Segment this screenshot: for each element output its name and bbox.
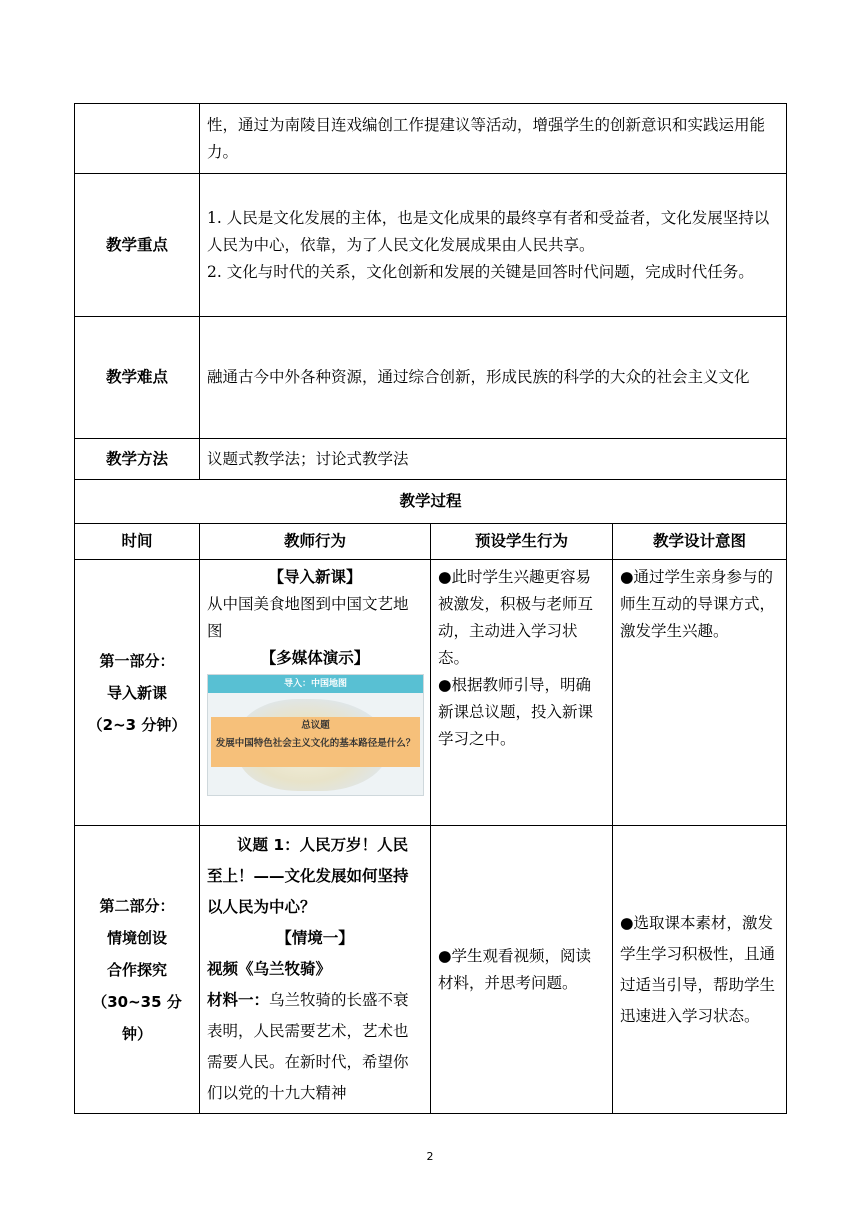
key-points-row	[75, 174, 787, 317]
key-points-label: 教学重点	[75, 174, 200, 317]
part1-teacher-text: 从中国美食地图到中国文艺地图	[207, 595, 409, 640]
part2-video: 视频《乌兰牧骑》	[207, 960, 332, 978]
key-point-1: 1. 人民是文化发展的主体，也是文化成果的最终享有者和受益者，文化发展坚持以人民为中心，依靠，为了人民文化发展成果由人民共享。	[207, 208, 770, 254]
part2-time-line1: 第二部分：	[99, 896, 175, 915]
part1-student-1: ●此时学生兴趣更容易被激发，积极与老师互动，主动进入学习状态。	[438, 568, 594, 667]
part2-scene: 【情境一】	[276, 929, 354, 947]
part2-material-text: 乌兰牧骑的长盛不衰表明，人民需要艺术，艺术也需要人民。在新时代，希望你们以党的十九大精神	[207, 991, 409, 1102]
part2-time-line4: （30~35 分钟）	[92, 992, 182, 1043]
col-header-intent: 教学设计意图	[613, 524, 787, 560]
part1-student	[431, 560, 613, 826]
part1-time-line2: 导入新课	[106, 683, 167, 702]
col-header-teacher: 教师行为	[200, 524, 431, 560]
part1-row	[75, 560, 787, 826]
part1-time-line3: （2~3 分钟）	[87, 715, 187, 734]
method-label: 教学方法	[75, 439, 200, 480]
slide-thumbnail	[207, 674, 424, 796]
part2-time-line3: 合作探究	[106, 960, 167, 979]
lesson-plan-table	[74, 103, 787, 1114]
column-header-row	[75, 524, 787, 560]
part2-teacher	[200, 826, 431, 1114]
part2-time	[75, 826, 200, 1114]
page-number: 2	[426, 1150, 434, 1163]
continuation-text: 性，通过为南陵目连戏编创工作提建议等活动，增强学生的创新意识和实践运用能力。	[200, 104, 787, 174]
key-points-content	[200, 174, 787, 317]
key-point-2: 2. 文化与时代的关系，文化创新和发展的关键是回答时代问题，完成时代任务。	[207, 262, 754, 281]
part2-student: ●学生观看视频，阅读材料，并思考问题。	[431, 826, 613, 1114]
part1-teacher-heading: 【导入新课】	[268, 568, 362, 586]
part2-intent: ●选取课本素材，激发学生学习积极性，且通过适当引导，帮助学生迅速进入学习状态。	[613, 826, 787, 1114]
difficulty-row	[75, 317, 787, 439]
empty-label-cell	[75, 104, 200, 174]
part2-material	[207, 985, 423, 1109]
slide-topic-box	[211, 717, 420, 767]
part1-student-2: ●根据教师引导，明确新课总议题，投入新课学习之中。	[438, 676, 594, 748]
part2-topic-text: 议题 1：人民万岁！人民至上！——文化发展如何坚持以人民为中心？	[207, 836, 409, 916]
part1-teacher	[200, 560, 431, 826]
continuation-row	[75, 104, 787, 174]
difficulty-text: 融通古今中外各种资源，通过综合创新，形成民族的科学的大众的社会主义文化	[200, 317, 787, 439]
method-text: 议题式教学法；讨论式教学法	[200, 439, 787, 480]
process-title-row	[75, 480, 787, 524]
part2-material-label: 材料一：	[207, 991, 270, 1009]
slide-box-text: 发展中国特色社会主义文化的基本路径是什么？	[215, 738, 416, 749]
method-row	[75, 439, 787, 480]
part1-media-heading: 【多媒体演示】	[260, 649, 370, 667]
slide-title-bar: 导入：中国地图	[208, 675, 423, 693]
part2-row	[75, 826, 787, 1114]
part1-intent: ●通过学生亲身参与的师生互动的导课方式，激发学生兴趣。	[613, 560, 787, 826]
part2-time-line2: 情境创设	[106, 928, 167, 947]
part1-time	[75, 560, 200, 826]
part1-time-line1: 第一部分：	[99, 651, 175, 670]
process-title: 教学过程	[75, 480, 787, 524]
slide-box-title: 总议题	[301, 720, 330, 731]
col-header-student: 预设学生行为	[431, 524, 613, 560]
difficulty-label: 教学难点	[75, 317, 200, 439]
part2-topic	[207, 830, 423, 923]
col-header-time: 时间	[75, 524, 200, 560]
